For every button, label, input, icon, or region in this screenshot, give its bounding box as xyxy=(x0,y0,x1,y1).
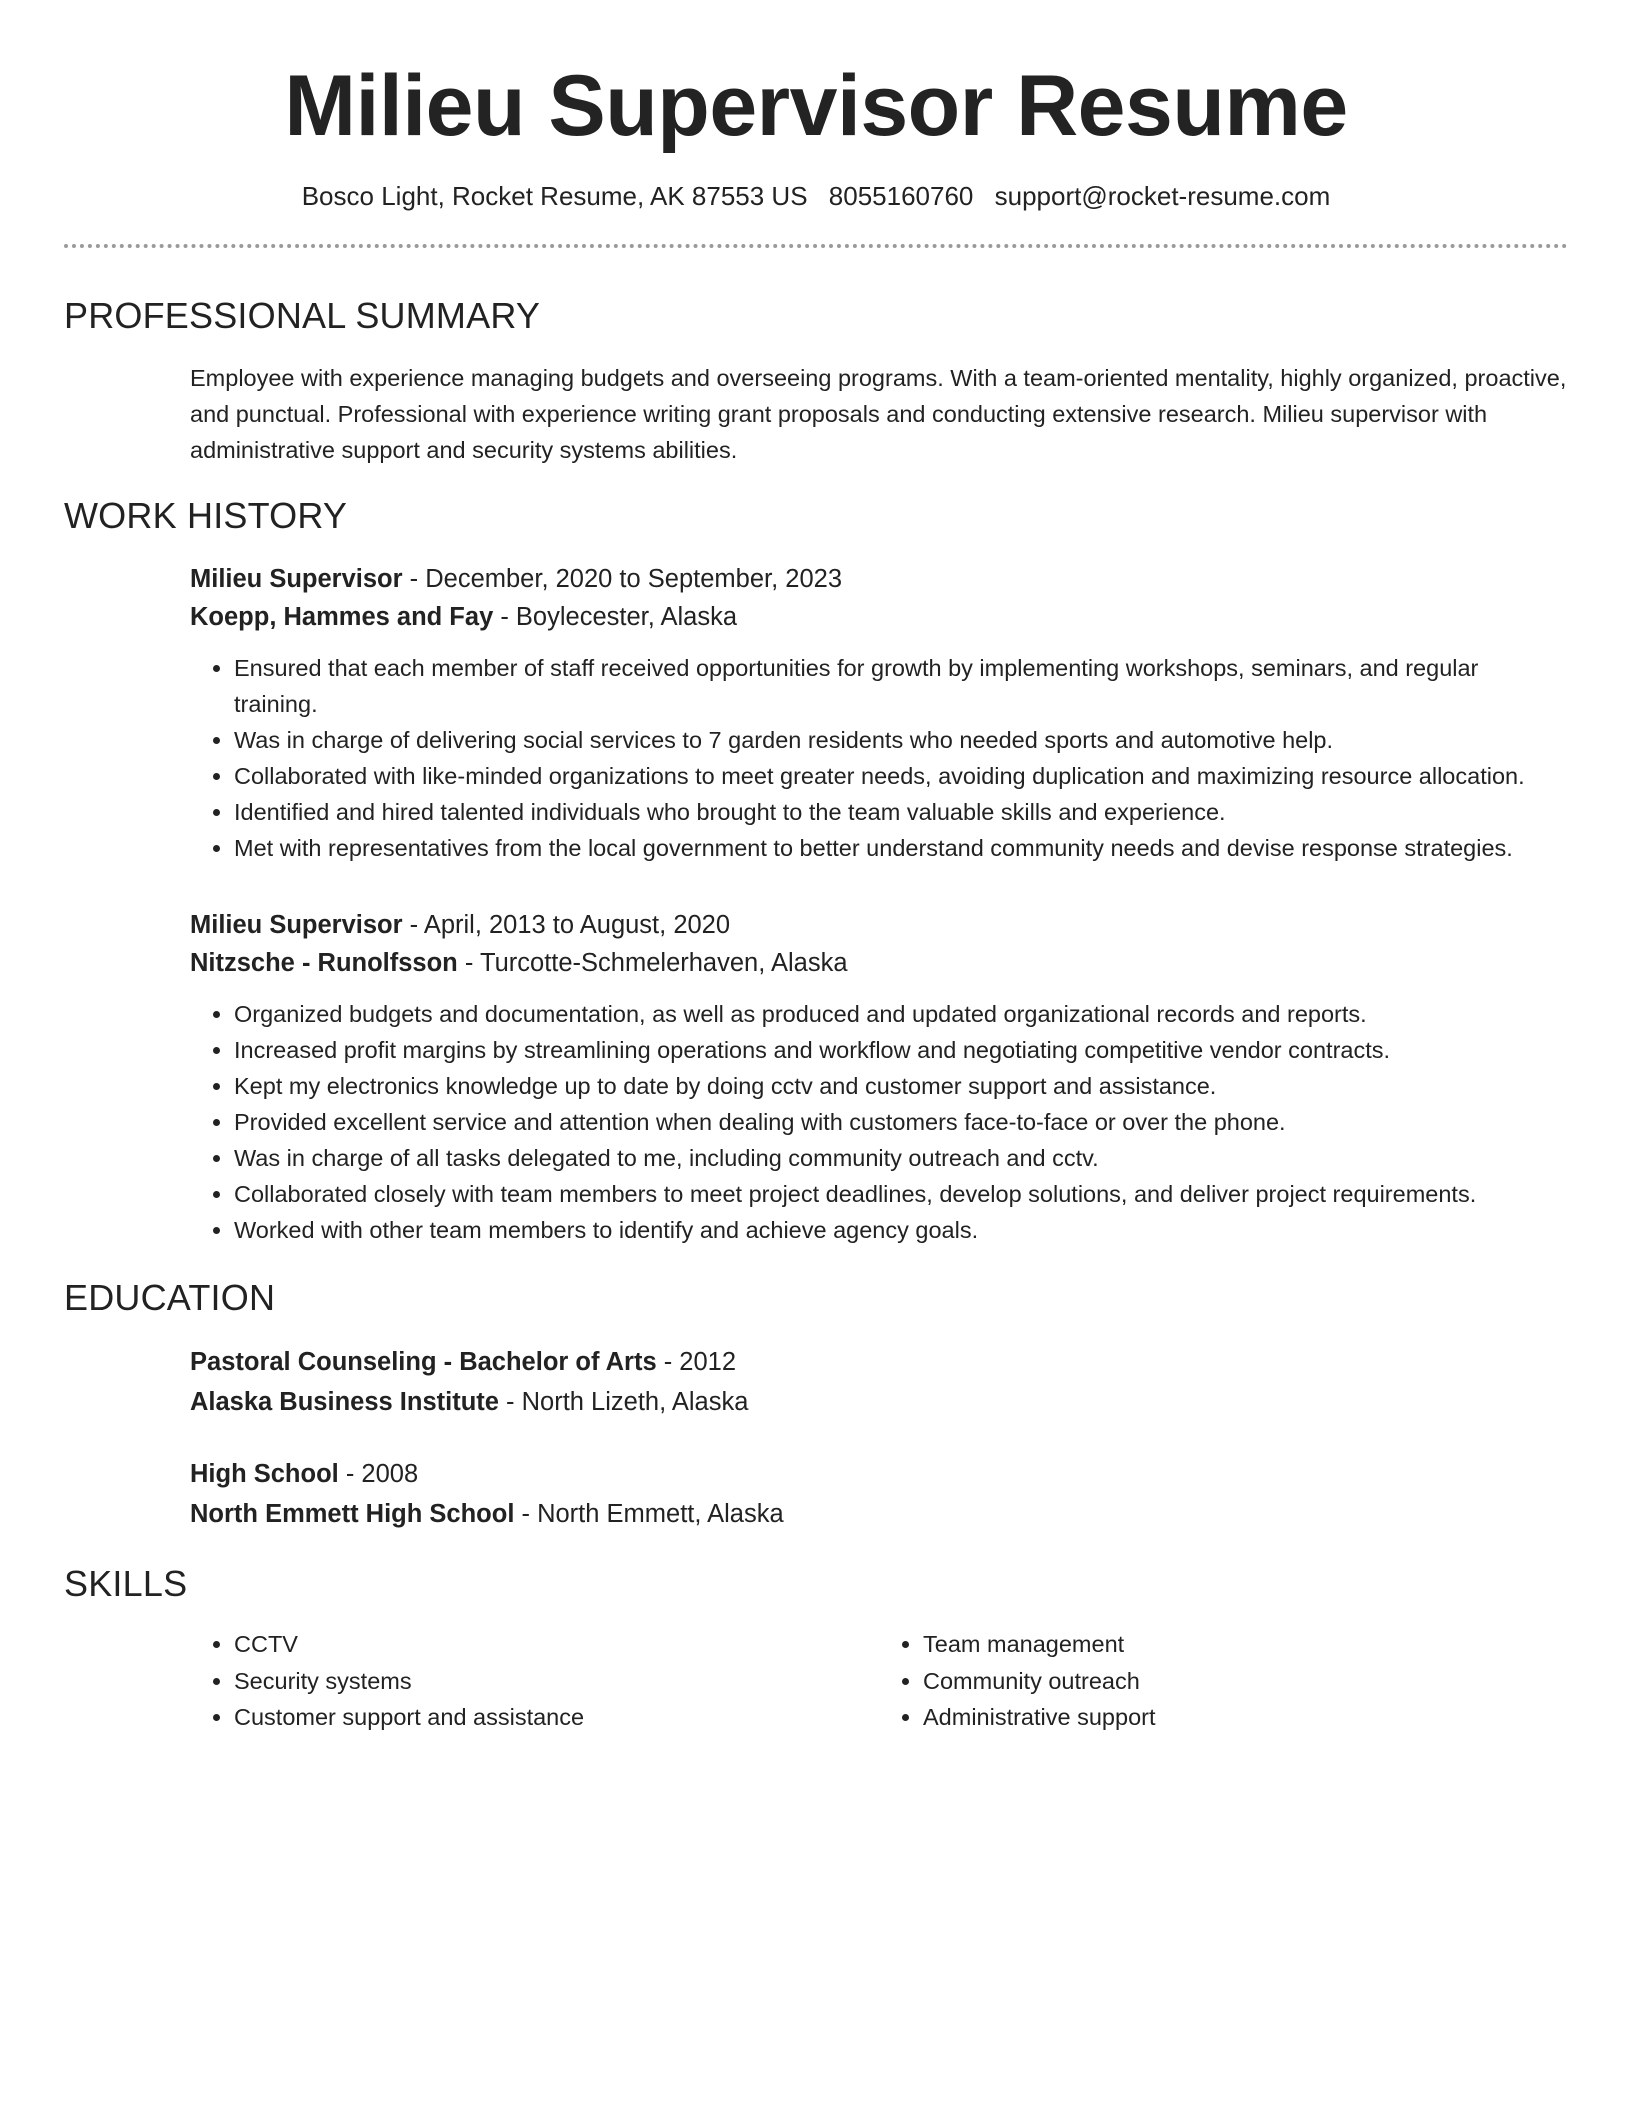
job-bullets xyxy=(190,650,1568,866)
job-bullet: • Ensured that each member of staff received opportunities for growth by implementing workshops, seminars, and regular training. xyxy=(234,650,1568,722)
education-year: - 2012 xyxy=(656,1348,737,1376)
skills-heading: SKILLS xyxy=(64,1563,188,1604)
job-bullet: • Kept my electronics knowledge up to date by doing cctv and customer support and assistance. xyxy=(234,1068,1568,1104)
education-section xyxy=(64,1276,1568,1534)
job-dates: - April, 2013 to August, 2020 xyxy=(402,911,731,939)
job-bullet: • Collaborated closely with team members to meet project deadlines, develop solutions, and deliver project requirements. xyxy=(234,1176,1568,1212)
header-divider xyxy=(64,244,1568,248)
education-heading: EDUCATION xyxy=(64,1277,276,1318)
summary-heading: PROFESSIONAL SUMMARY xyxy=(64,295,541,336)
job-bullet: • Collaborated with like-minded organizations to meet greater needs, avoiding duplication and maximizing resource allocation. xyxy=(234,758,1568,794)
work-heading: WORK HISTORY xyxy=(64,495,348,536)
education-year: - 2008 xyxy=(338,1460,419,1488)
education-school-line xyxy=(190,1494,1568,1534)
work-section xyxy=(64,494,1568,1248)
job-bullet: • Identified and hired talented individuals who brought to the team valuable skills and experience. xyxy=(234,794,1568,830)
skill-item: • CCTV xyxy=(234,1626,879,1663)
skill-item: • Customer support and assistance xyxy=(234,1699,879,1736)
job-company-line xyxy=(190,944,1568,982)
education-school: North Emmett High School xyxy=(190,1500,515,1528)
resume-page xyxy=(64,0,1568,1736)
job-company-line xyxy=(190,598,1568,636)
skill-item: • Community outreach xyxy=(923,1663,1568,1700)
skills-columns xyxy=(190,1626,1568,1736)
skills-right-list xyxy=(879,1626,1568,1736)
contact-phone: 8055160760 xyxy=(828,181,974,211)
education-degree: Pastoral Counseling - Bachelor of Arts xyxy=(190,1348,657,1376)
skill-item: • Team management xyxy=(923,1626,1568,1663)
contact-address: Bosco Light, Rocket Resume, AK 87553 US xyxy=(301,181,808,211)
job-location: - Boylecester, Alaska xyxy=(493,603,738,631)
job-bullet: • Organized budgets and documentation, as well as produced and updated organizational records and reports. xyxy=(234,996,1568,1032)
job-title-line xyxy=(190,906,1568,944)
skills-section xyxy=(64,1562,1568,1736)
summary-text: Employee with experience managing budgets and overseeing programs. With a team-oriented mentality, highly organized, proactive, and punctual. Professional with experience writing grant proposals and conducting extensive research. Milieu supervisor with administrative support and security systems abilities. xyxy=(190,365,1567,463)
education-degree-line xyxy=(190,1454,1568,1494)
education-degree-line xyxy=(190,1342,1568,1382)
education-location: - North Lizeth, Alaska xyxy=(498,1388,749,1416)
page-title: Milieu Supervisor Resume xyxy=(284,58,1348,154)
education-entry xyxy=(190,1454,1568,1534)
summary-section xyxy=(64,294,1568,468)
job-company: Koepp, Hammes and Fay xyxy=(190,603,494,631)
job-bullet: • Was in charge of all tasks delegated to me, including community outreach and cctv. xyxy=(234,1140,1568,1176)
job-location: - Turcotte-Schmelerhaven, Alaska xyxy=(457,949,848,977)
job-title: Milieu Supervisor xyxy=(190,911,403,939)
education-entry xyxy=(190,1342,1568,1422)
contact-line xyxy=(64,180,1568,212)
job-title-line xyxy=(190,560,1568,598)
job-entry xyxy=(190,906,1568,1248)
job-dates: - December, 2020 to September, 2023 xyxy=(402,565,843,593)
job-bullet: • Worked with other team members to identify and achieve agency goals. xyxy=(234,1212,1568,1248)
job-title: Milieu Supervisor xyxy=(190,565,403,593)
contact-email: support@rocket-resume.com xyxy=(994,181,1331,211)
job-bullet: • Increased profit margins by streamlining operations and workflow and negotiating competitive vendor contracts. xyxy=(234,1032,1568,1068)
job-entry xyxy=(190,560,1568,866)
education-degree: High School xyxy=(190,1460,339,1488)
skills-left-list xyxy=(190,1626,879,1736)
education-location: - North Emmett, Alaska xyxy=(514,1500,784,1528)
job-bullet: • Met with representatives from the local government to better understand community needs and devise response strategies. xyxy=(234,830,1568,866)
job-bullet: • Was in charge of delivering social services to 7 garden residents who needed sports and automotive help. xyxy=(234,722,1568,758)
job-bullet: • Provided excellent service and attention when dealing with customers face-to-face or over the phone. xyxy=(234,1104,1568,1140)
skill-item: • Security systems xyxy=(234,1663,879,1700)
job-company: Nitzsche - Runolfsson xyxy=(190,949,458,977)
education-school-line xyxy=(190,1382,1568,1422)
education-school: Alaska Business Institute xyxy=(190,1388,499,1416)
job-bullets xyxy=(190,996,1568,1248)
skill-item: • Administrative support xyxy=(923,1699,1568,1736)
